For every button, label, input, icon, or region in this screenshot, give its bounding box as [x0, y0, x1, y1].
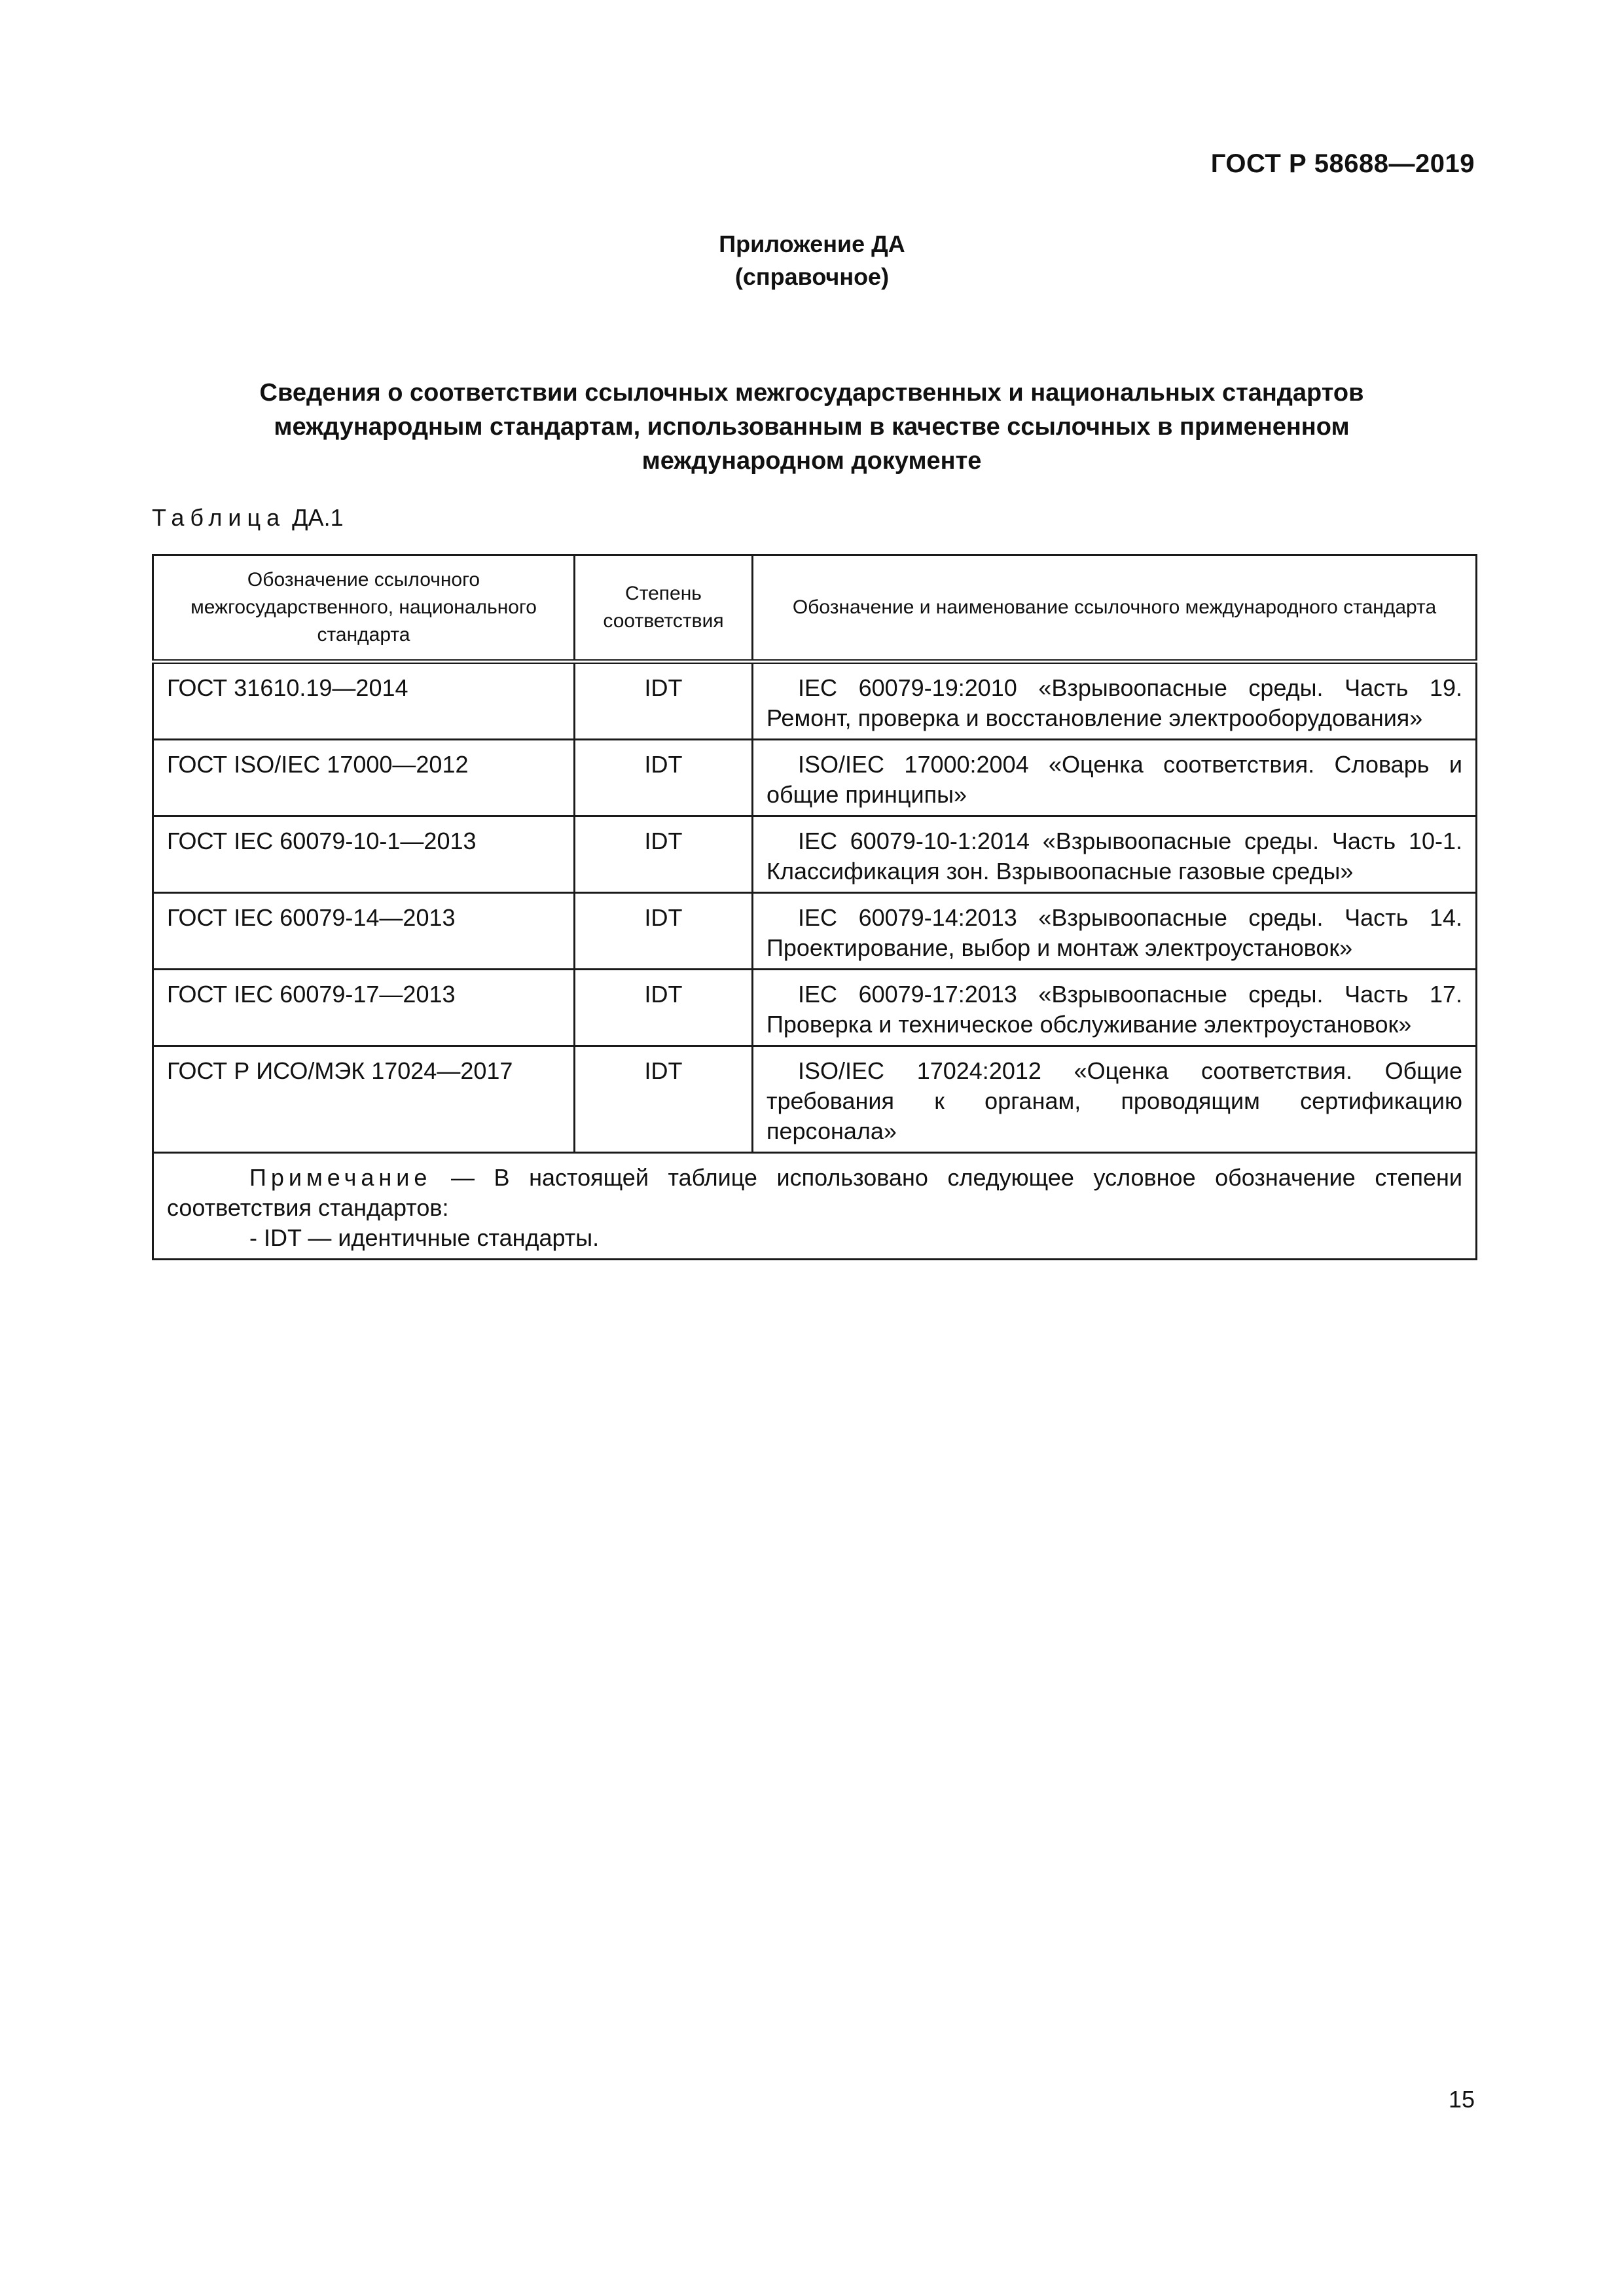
degree-value: IDT — [575, 662, 753, 740]
note-item: - IDT — идентичные стандарты. — [249, 1224, 600, 1251]
table-caption-word: Таблица — [152, 504, 286, 531]
header-degree: Степень соответствия — [575, 555, 753, 662]
international-standard: IEC 60079-14:2013 «Взрывоопасные среды. Часть 14. Проектирование, выбор и монтаж электроустановок» — [753, 893, 1477, 970]
international-standard: IEC 60079-10-1:2014 «Взрывоопасные среды. Часть 10-1. Классификация зон. Взрывоопасные газовые среды» — [753, 816, 1477, 893]
national-standard-code: ГОСТ IEC 60079-14—2013 — [153, 893, 575, 970]
note-body: — В настоящей таблице использовано следующее условное обозначение степени соответствия стандартов: — [167, 1164, 1462, 1221]
table-row — [153, 1046, 1477, 1153]
page-number: 15 — [1448, 2086, 1475, 2113]
degree-value: IDT — [575, 1046, 753, 1153]
table-caption — [152, 504, 344, 532]
header-international-standard: Обозначение и наименование ссылочного международного стандарта — [753, 555, 1477, 662]
national-standard-code: ГОСТ IEC 60079-10-1—2013 — [153, 816, 575, 893]
table-row — [153, 893, 1477, 970]
table-row — [153, 816, 1477, 893]
standards-table — [152, 554, 1477, 1260]
national-standard-code: ГОСТ 31610.19—2014 — [153, 662, 575, 740]
annex-subtitle: (справочное) — [734, 263, 890, 290]
international-standard: IEC 60079-17:2013 «Взрывоопасные среды. Часть 17. Проверка и техническое обслуживание электроустановок» — [753, 970, 1477, 1046]
national-standard-code: ГОСТ Р ИСО/МЭК 17024—2017 — [153, 1046, 575, 1153]
national-standard-code: ГОСТ ISO/IEC 17000—2012 — [153, 740, 575, 816]
annex-title: Приложение ДА — [719, 230, 905, 257]
degree-value: IDT — [575, 893, 753, 970]
note-text — [167, 1163, 1462, 1223]
header-national-standard: Обозначение ссылочного межгосударственного, национального стандарта — [153, 555, 575, 662]
international-standard: ISO/IEC 17000:2004 «Оценка соответствия. Словарь и общие принципы» — [753, 740, 1477, 816]
main-title-line-2: международным стандартам, использованным в качестве ссылочных в примененном — [274, 413, 1350, 441]
document-code: ГОСТ Р 58688—2019 — [1210, 149, 1475, 178]
degree-value: IDT — [575, 970, 753, 1046]
degree-value: IDT — [575, 816, 753, 893]
main-title-line-3: международном документе — [641, 447, 982, 475]
annex-heading — [0, 228, 1624, 293]
table-note — [153, 1153, 1477, 1260]
international-standard: ISO/IEC 17024:2012 «Оценка соответствия. Общие требования к органам, проводящим сертификацию персонала» — [753, 1046, 1477, 1153]
table-row — [153, 662, 1477, 740]
table-note-row — [153, 1153, 1477, 1260]
table-caption-number: ДА.1 — [292, 504, 344, 531]
table-row — [153, 970, 1477, 1046]
degree-value: IDT — [575, 740, 753, 816]
international-standard: IEC 60079-19:2010 «Взрывоопасные среды. Часть 19. Ремонт, проверка и восстановление электрооборудования» — [753, 662, 1477, 740]
main-title — [170, 376, 1453, 478]
main-title-line-1: Сведения о соответствии ссылочных межгосударственных и национальных стандартов — [259, 379, 1364, 407]
note-label: Примечание — [249, 1164, 432, 1191]
national-standard-code: ГОСТ IEC 60079-17—2013 — [153, 970, 575, 1046]
table-header-row — [153, 555, 1477, 662]
table-row — [153, 740, 1477, 816]
